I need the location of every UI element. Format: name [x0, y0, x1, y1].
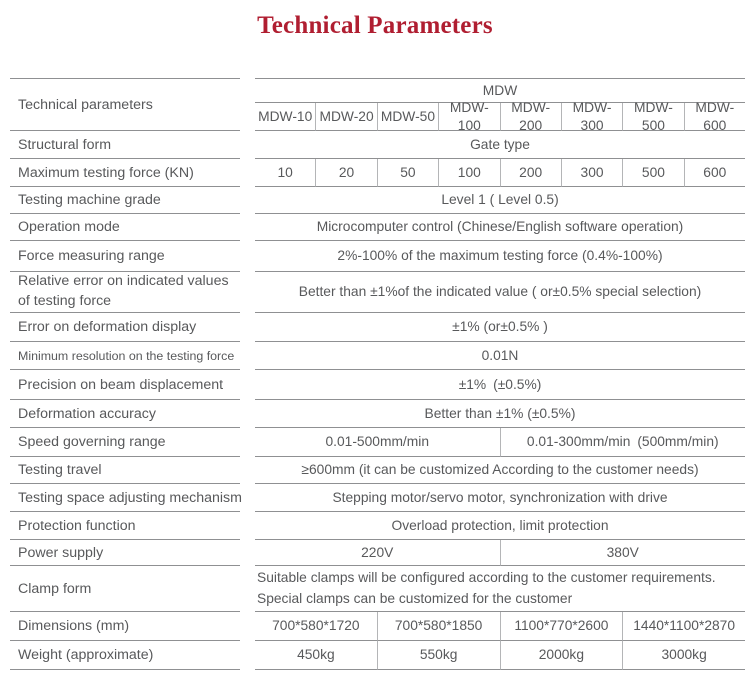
label-dimensions: Dimensions (mm)	[10, 612, 240, 641]
label-maximum-testing-force: Maximum testing force (KN)	[10, 159, 240, 187]
table-row	[10, 313, 745, 342]
table-row	[10, 457, 745, 484]
table-row	[10, 342, 745, 370]
value-weight-3: 2000kg	[500, 641, 623, 670]
label-deformation-accuracy: Deformation accuracy	[10, 400, 240, 428]
label-error-deformation-display: Error on deformation display	[10, 313, 240, 342]
header-model-group	[255, 78, 745, 131]
table-row	[10, 241, 745, 272]
model-header-mdw-300: MDW-300	[561, 103, 622, 131]
table-row	[10, 612, 745, 641]
label-testing-travel: Testing travel	[10, 457, 240, 484]
force-mdw-200: 200	[500, 159, 561, 187]
table-row	[10, 641, 745, 670]
model-header-mdw-20: MDW-20	[315, 103, 376, 131]
label-precision-beam-displacement: Precision on beam displacement	[10, 370, 240, 400]
label-force-measuring-range: Force measuring range	[10, 241, 240, 272]
label-clamp-form: Clamp form	[10, 566, 240, 612]
value-speed-range-small-models: 0.01-500mm/min	[255, 428, 500, 457]
value-weight-4: 3000kg	[622, 641, 745, 670]
label-minimum-resolution: Minimum resolution on the testing force	[10, 342, 240, 370]
column-gap	[240, 78, 255, 131]
force-mdw-50: 50	[377, 159, 438, 187]
label-relative-error: Relative error on indicated values of testing force	[10, 272, 240, 313]
value-dimensions-4: 1440*1100*2870	[622, 612, 745, 641]
table-row	[10, 484, 745, 512]
model-header-mdw-500: MDW-500	[622, 103, 683, 131]
label-speed-governing-range: Speed governing range	[10, 428, 240, 457]
table-row	[10, 566, 745, 612]
force-mdw-10: 10	[255, 159, 315, 187]
label-testing-space-adjusting: Testing space adjusting mechanism	[10, 484, 240, 512]
value-testing-machine-grade: Level 1 ( Level 0.5)	[255, 187, 745, 214]
value-dimensions-2: 700*580*1850	[377, 612, 500, 641]
value-structural-form: Gate type	[255, 131, 745, 159]
label-structural-form: Structural form	[10, 131, 240, 159]
value-operation-mode: Microcomputer control (Chinese/English software operation)	[255, 214, 745, 241]
label-operation-mode: Operation mode	[10, 214, 240, 241]
label-power-supply: Power supply	[10, 540, 240, 566]
value-power-supply-220v: 220V	[255, 540, 500, 566]
value-testing-travel: ≥600mm (it can be customized According to the customer needs)	[255, 457, 745, 484]
force-mdw-300: 300	[561, 159, 622, 187]
value-dimensions-1: 700*580*1720	[255, 612, 377, 641]
table-header-row	[10, 78, 745, 131]
table-row	[10, 272, 745, 313]
table-row	[10, 159, 745, 187]
model-header-mdw-600: MDW-600	[684, 103, 745, 131]
value-clamp-form: Suitable clamps will be configured according to the customer requirements. Special clamps can be customized for the customer	[255, 566, 745, 612]
header-label: Technical parameters	[10, 78, 240, 131]
value-testing-space-adjusting: Stepping motor/servo motor, synchronization with drive	[255, 484, 745, 512]
model-header-mdw-10: MDW-10	[255, 103, 315, 131]
value-precision-beam-displacement: ±1% (±0.5%)	[255, 370, 745, 400]
value-relative-error: Better than ±1%of the indicated value ( or±0.5% special selection)	[255, 272, 745, 313]
table-row	[10, 214, 745, 241]
header-series-name: MDW	[255, 78, 745, 103]
table-row	[10, 187, 745, 214]
value-speed-range-large-models: 0.01-300mm/min (500mm/min)	[500, 428, 746, 457]
label-testing-machine-grade: Testing machine grade	[10, 187, 240, 214]
value-minimum-resolution: 0.01N	[255, 342, 745, 370]
table-row	[10, 370, 745, 400]
force-mdw-20: 20	[315, 159, 376, 187]
value-force-measuring-range: 2%-100% of the maximum testing force (0.4%-100%)	[255, 241, 745, 272]
force-mdw-500: 500	[622, 159, 683, 187]
page-title: Technical Parameters	[257, 12, 493, 39]
value-protection-function: Overload protection, limit protection	[255, 512, 745, 540]
table-row	[10, 428, 745, 457]
force-mdw-600: 600	[684, 159, 745, 187]
header-model-row	[255, 99, 745, 133]
table-row	[10, 400, 745, 428]
model-header-mdw-200: MDW-200	[500, 103, 561, 131]
model-header-mdw-50: MDW-50	[377, 103, 438, 131]
value-dimensions-3: 1100*770*2600	[500, 612, 623, 641]
value-error-deformation-display: ±1% (or±0.5% )	[255, 313, 745, 342]
table-row	[10, 540, 745, 566]
force-mdw-100: 100	[438, 159, 499, 187]
technical-parameters-table	[10, 78, 745, 670]
value-weight-1: 450kg	[255, 641, 377, 670]
value-maximum-testing-force-cells	[255, 159, 745, 187]
table-row	[10, 131, 745, 159]
value-deformation-accuracy: Better than ±1% (±0.5%)	[255, 400, 745, 428]
value-power-supply-380v: 380V	[500, 540, 746, 566]
label-protection-function: Protection function	[10, 512, 240, 540]
label-weight: Weight (approximate)	[10, 641, 240, 670]
model-header-mdw-100: MDW-100	[438, 103, 499, 131]
value-weight-2: 550kg	[377, 641, 500, 670]
table-row	[10, 512, 745, 540]
